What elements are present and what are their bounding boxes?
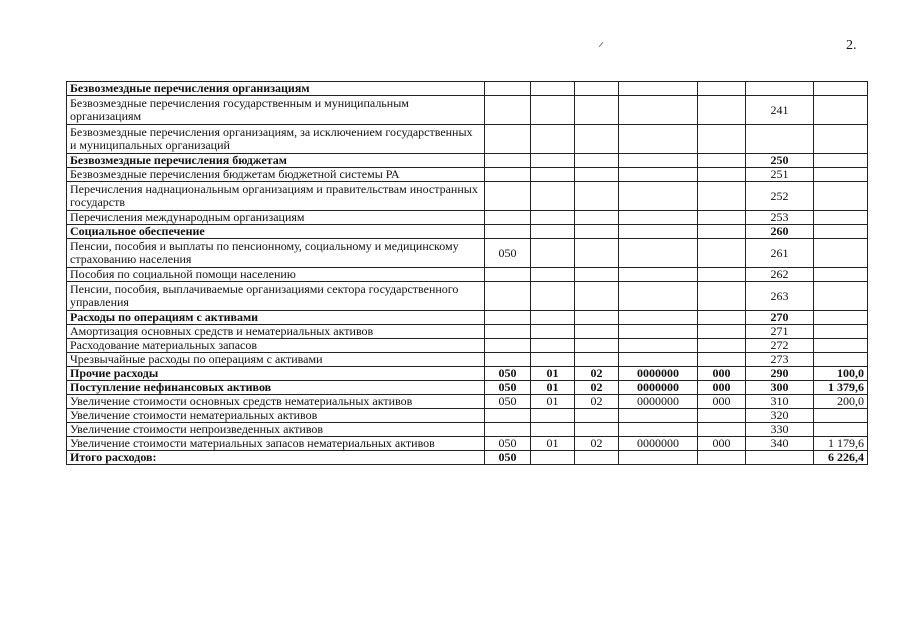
subsection-code-cell bbox=[575, 423, 619, 437]
kosgu-code-cell: 330 bbox=[746, 423, 814, 437]
table-row bbox=[67, 239, 868, 268]
section-code-cell bbox=[531, 282, 575, 311]
target-item-code-cell bbox=[619, 325, 698, 339]
table-row bbox=[67, 339, 868, 353]
kosgu-code-cell bbox=[746, 451, 814, 465]
row-name-cell: Расходование материальных запасов bbox=[67, 339, 485, 353]
table-row bbox=[67, 381, 868, 395]
expense-type-code-cell: 000 bbox=[698, 437, 746, 451]
amount-cell bbox=[814, 96, 868, 125]
chapter-code-cell bbox=[485, 96, 531, 125]
row-name-cell: Увеличение стоимости непроизведенных активов bbox=[67, 423, 485, 437]
table-row bbox=[67, 168, 868, 182]
row-name-cell: Социальное обеспечение bbox=[67, 225, 485, 239]
section-code-cell bbox=[531, 182, 575, 211]
row-name-cell: Поступление нефинансовых активов bbox=[67, 381, 485, 395]
subsection-code-cell bbox=[575, 225, 619, 239]
amount-cell bbox=[814, 168, 868, 182]
amount-cell: 6 226,4 bbox=[814, 451, 868, 465]
kosgu-code-cell bbox=[746, 82, 814, 96]
amount-cell bbox=[814, 125, 868, 154]
row-name-cell: Пенсии, пособия и выплаты по пенсионному, социальному и медицинскому страхованию населения bbox=[67, 239, 485, 268]
expense-type-code-cell: 000 bbox=[698, 381, 746, 395]
table-row bbox=[67, 225, 868, 239]
row-name-cell: Амортизация основных средств и нематериальных активов bbox=[67, 325, 485, 339]
expense-type-code-cell: 000 bbox=[698, 367, 746, 381]
section-code-cell bbox=[531, 311, 575, 325]
chapter-code-cell: 050 bbox=[485, 451, 531, 465]
expense-type-code-cell bbox=[698, 325, 746, 339]
table-row bbox=[67, 423, 868, 437]
amount-cell bbox=[814, 423, 868, 437]
target-item-code-cell bbox=[619, 423, 698, 437]
amount-cell bbox=[814, 409, 868, 423]
kosgu-code-cell: 250 bbox=[746, 154, 814, 168]
amount-cell bbox=[814, 311, 868, 325]
chapter-code-cell: 050 bbox=[485, 239, 531, 268]
kosgu-code-cell: 253 bbox=[746, 211, 814, 225]
chapter-code-cell bbox=[485, 339, 531, 353]
amount-cell bbox=[814, 211, 868, 225]
section-code-cell bbox=[531, 409, 575, 423]
subsection-code-cell bbox=[575, 339, 619, 353]
subsection-code-cell bbox=[575, 154, 619, 168]
table-row bbox=[67, 325, 868, 339]
amount-cell bbox=[814, 325, 868, 339]
amount-cell: 1 379,6 bbox=[814, 381, 868, 395]
chapter-code-cell bbox=[485, 311, 531, 325]
expense-type-code-cell bbox=[698, 353, 746, 367]
chapter-code-cell bbox=[485, 325, 531, 339]
row-name-cell: Безвозмездные перечисления организациям bbox=[67, 82, 485, 96]
table-row bbox=[67, 125, 868, 154]
expense-type-code-cell: 000 bbox=[698, 395, 746, 409]
subsection-code-cell bbox=[575, 96, 619, 125]
table-row bbox=[67, 154, 868, 168]
target-item-code-cell bbox=[619, 239, 698, 268]
expense-type-code-cell bbox=[698, 182, 746, 211]
row-name-cell: Прочие расходы bbox=[67, 367, 485, 381]
target-item-code-cell bbox=[619, 168, 698, 182]
expense-type-code-cell bbox=[698, 282, 746, 311]
kosgu-code-cell: 273 bbox=[746, 353, 814, 367]
expense-type-code-cell bbox=[698, 451, 746, 465]
amount-cell bbox=[814, 225, 868, 239]
expense-type-code-cell bbox=[698, 339, 746, 353]
target-item-code-cell: 0000000 bbox=[619, 381, 698, 395]
chapter-code-cell: 050 bbox=[485, 367, 531, 381]
subsection-code-cell: 02 bbox=[575, 367, 619, 381]
section-code-cell bbox=[531, 154, 575, 168]
chapter-code-cell: 050 bbox=[485, 437, 531, 451]
row-name-cell: Безвозмездные перечисления государственным и муниципальным организациям bbox=[67, 96, 485, 125]
chapter-code-cell bbox=[485, 168, 531, 182]
chapter-code-cell bbox=[485, 423, 531, 437]
section-code-cell bbox=[531, 353, 575, 367]
target-item-code-cell bbox=[619, 268, 698, 282]
row-name-cell: Увеличение стоимости материальных запасов нематериальных активов bbox=[67, 437, 485, 451]
target-item-code-cell bbox=[619, 182, 698, 211]
table-row bbox=[67, 82, 868, 96]
row-name-cell: Пенсии, пособия, выплачиваемые организациями сектора государственного управления bbox=[67, 282, 485, 311]
amount-cell bbox=[814, 282, 868, 311]
target-item-code-cell bbox=[619, 451, 698, 465]
target-item-code-cell: 0000000 bbox=[619, 367, 698, 381]
section-code-cell bbox=[531, 451, 575, 465]
subsection-code-cell: 02 bbox=[575, 395, 619, 409]
amount-cell: 100,0 bbox=[814, 367, 868, 381]
amount-cell bbox=[814, 154, 868, 168]
table-row bbox=[67, 211, 868, 225]
amount-cell bbox=[814, 339, 868, 353]
kosgu-code-cell: 251 bbox=[746, 168, 814, 182]
section-code-cell bbox=[531, 239, 575, 268]
section-code-cell bbox=[531, 96, 575, 125]
table-row bbox=[67, 282, 868, 311]
table-row bbox=[67, 182, 868, 211]
table-row bbox=[67, 409, 868, 423]
amount-cell bbox=[814, 182, 868, 211]
section-code-cell: 01 bbox=[531, 437, 575, 451]
target-item-code-cell bbox=[619, 211, 698, 225]
chapter-code-cell bbox=[485, 268, 531, 282]
target-item-code-cell bbox=[619, 96, 698, 125]
expense-type-code-cell bbox=[698, 211, 746, 225]
chapter-code-cell: 050 bbox=[485, 381, 531, 395]
row-name-cell: Безвозмездные перечисления организациям, за исключением государственных и муниципальных организаций bbox=[67, 125, 485, 154]
subsection-code-cell bbox=[575, 268, 619, 282]
kosgu-code-cell: 252 bbox=[746, 182, 814, 211]
target-item-code-cell bbox=[619, 409, 698, 423]
section-code-cell bbox=[531, 423, 575, 437]
kosgu-code-cell: 290 bbox=[746, 367, 814, 381]
amount-cell: 200,0 bbox=[814, 395, 868, 409]
subsection-code-cell bbox=[575, 353, 619, 367]
section-code-cell: 01 bbox=[531, 367, 575, 381]
amount-cell bbox=[814, 268, 868, 282]
target-item-code-cell bbox=[619, 225, 698, 239]
row-name-cell: Безвозмездные перечисления бюджетам bbox=[67, 154, 485, 168]
chapter-code-cell bbox=[485, 125, 531, 154]
kosgu-code-cell: 263 bbox=[746, 282, 814, 311]
expense-type-code-cell bbox=[698, 125, 746, 154]
section-code-cell bbox=[531, 225, 575, 239]
subsection-code-cell bbox=[575, 182, 619, 211]
subsection-code-cell bbox=[575, 239, 619, 268]
kosgu-code-cell: 340 bbox=[746, 437, 814, 451]
row-name-cell: Увеличение стоимости основных средств нематериальных активов bbox=[67, 395, 485, 409]
section-code-cell: 01 bbox=[531, 395, 575, 409]
amount-cell bbox=[814, 353, 868, 367]
table-row bbox=[67, 353, 868, 367]
subsection-code-cell bbox=[575, 82, 619, 96]
table-row bbox=[67, 451, 868, 465]
row-name-cell: Увеличение стоимости нематериальных активов bbox=[67, 409, 485, 423]
expense-type-code-cell bbox=[698, 268, 746, 282]
kosgu-code-cell: 270 bbox=[746, 311, 814, 325]
expense-type-code-cell bbox=[698, 96, 746, 125]
row-name-cell: Чрезвычайные расходы по операциям с активами bbox=[67, 353, 485, 367]
chapter-code-cell bbox=[485, 182, 531, 211]
kosgu-code-cell: 260 bbox=[746, 225, 814, 239]
kosgu-code-cell: 310 bbox=[746, 395, 814, 409]
target-item-code-cell bbox=[619, 154, 698, 168]
subsection-code-cell: 02 bbox=[575, 437, 619, 451]
chapter-code-cell: 050 bbox=[485, 395, 531, 409]
amount-cell: 1 179,6 bbox=[814, 437, 868, 451]
kosgu-code-cell: 271 bbox=[746, 325, 814, 339]
row-name-cell: Расходы по операциям с активами bbox=[67, 311, 485, 325]
kosgu-code-cell: 241 bbox=[746, 96, 814, 125]
section-code-cell bbox=[531, 211, 575, 225]
target-item-code-cell bbox=[619, 125, 698, 154]
target-item-code-cell bbox=[619, 282, 698, 311]
amount-cell bbox=[814, 82, 868, 96]
table-row bbox=[67, 367, 868, 381]
chapter-code-cell bbox=[485, 225, 531, 239]
section-code-cell: 01 bbox=[531, 381, 575, 395]
subsection-code-cell bbox=[575, 125, 619, 154]
chapter-code-cell bbox=[485, 154, 531, 168]
kosgu-code-cell: 272 bbox=[746, 339, 814, 353]
target-item-code-cell: 0000000 bbox=[619, 437, 698, 451]
expense-type-code-cell bbox=[698, 154, 746, 168]
table-row bbox=[67, 96, 868, 125]
kosgu-code-cell: 320 bbox=[746, 409, 814, 423]
table-row bbox=[67, 311, 868, 325]
chapter-code-cell bbox=[485, 211, 531, 225]
kosgu-code-cell bbox=[746, 125, 814, 154]
target-item-code-cell bbox=[619, 339, 698, 353]
page-number: 2. bbox=[846, 38, 857, 53]
kosgu-code-cell: 261 bbox=[746, 239, 814, 268]
expense-type-code-cell bbox=[698, 239, 746, 268]
chapter-code-cell bbox=[485, 409, 531, 423]
subsection-code-cell bbox=[575, 282, 619, 311]
section-code-cell bbox=[531, 125, 575, 154]
chapter-code-cell bbox=[485, 353, 531, 367]
expense-type-code-cell bbox=[698, 82, 746, 96]
target-item-code-cell bbox=[619, 311, 698, 325]
subsection-code-cell bbox=[575, 325, 619, 339]
target-item-code-cell bbox=[619, 353, 698, 367]
section-code-cell bbox=[531, 325, 575, 339]
row-name-cell: Пособия по социальной помощи населению bbox=[67, 268, 485, 282]
row-name-cell: Перечисления международным организациям bbox=[67, 211, 485, 225]
subsection-code-cell bbox=[575, 211, 619, 225]
scan-mark bbox=[599, 42, 604, 47]
chapter-code-cell bbox=[485, 282, 531, 311]
table-row bbox=[67, 437, 868, 451]
expense-type-code-cell bbox=[698, 225, 746, 239]
row-name-cell: Безвозмездные перечисления бюджетам бюджетной системы РА bbox=[67, 168, 485, 182]
expense-type-code-cell bbox=[698, 423, 746, 437]
subsection-code-cell bbox=[575, 168, 619, 182]
table-row bbox=[67, 268, 868, 282]
amount-cell bbox=[814, 239, 868, 268]
section-code-cell bbox=[531, 168, 575, 182]
expense-type-code-cell bbox=[698, 311, 746, 325]
table-row bbox=[67, 395, 868, 409]
row-name-cell: Итого расходов: bbox=[67, 451, 485, 465]
target-item-code-cell: 0000000 bbox=[619, 395, 698, 409]
subsection-code-cell bbox=[575, 409, 619, 423]
expense-type-code-cell bbox=[698, 168, 746, 182]
kosgu-code-cell: 262 bbox=[746, 268, 814, 282]
subsection-code-cell bbox=[575, 311, 619, 325]
target-item-code-cell bbox=[619, 82, 698, 96]
chapter-code-cell bbox=[485, 82, 531, 96]
section-code-cell bbox=[531, 339, 575, 353]
subsection-code-cell bbox=[575, 451, 619, 465]
subsection-code-cell: 02 bbox=[575, 381, 619, 395]
expense-type-code-cell bbox=[698, 409, 746, 423]
section-code-cell bbox=[531, 82, 575, 96]
row-name-cell: Перечисления наднациональным организациям и правительствам иностранных государств bbox=[67, 182, 485, 211]
kosgu-code-cell: 300 bbox=[746, 381, 814, 395]
budget-table bbox=[66, 81, 868, 465]
section-code-cell bbox=[531, 268, 575, 282]
